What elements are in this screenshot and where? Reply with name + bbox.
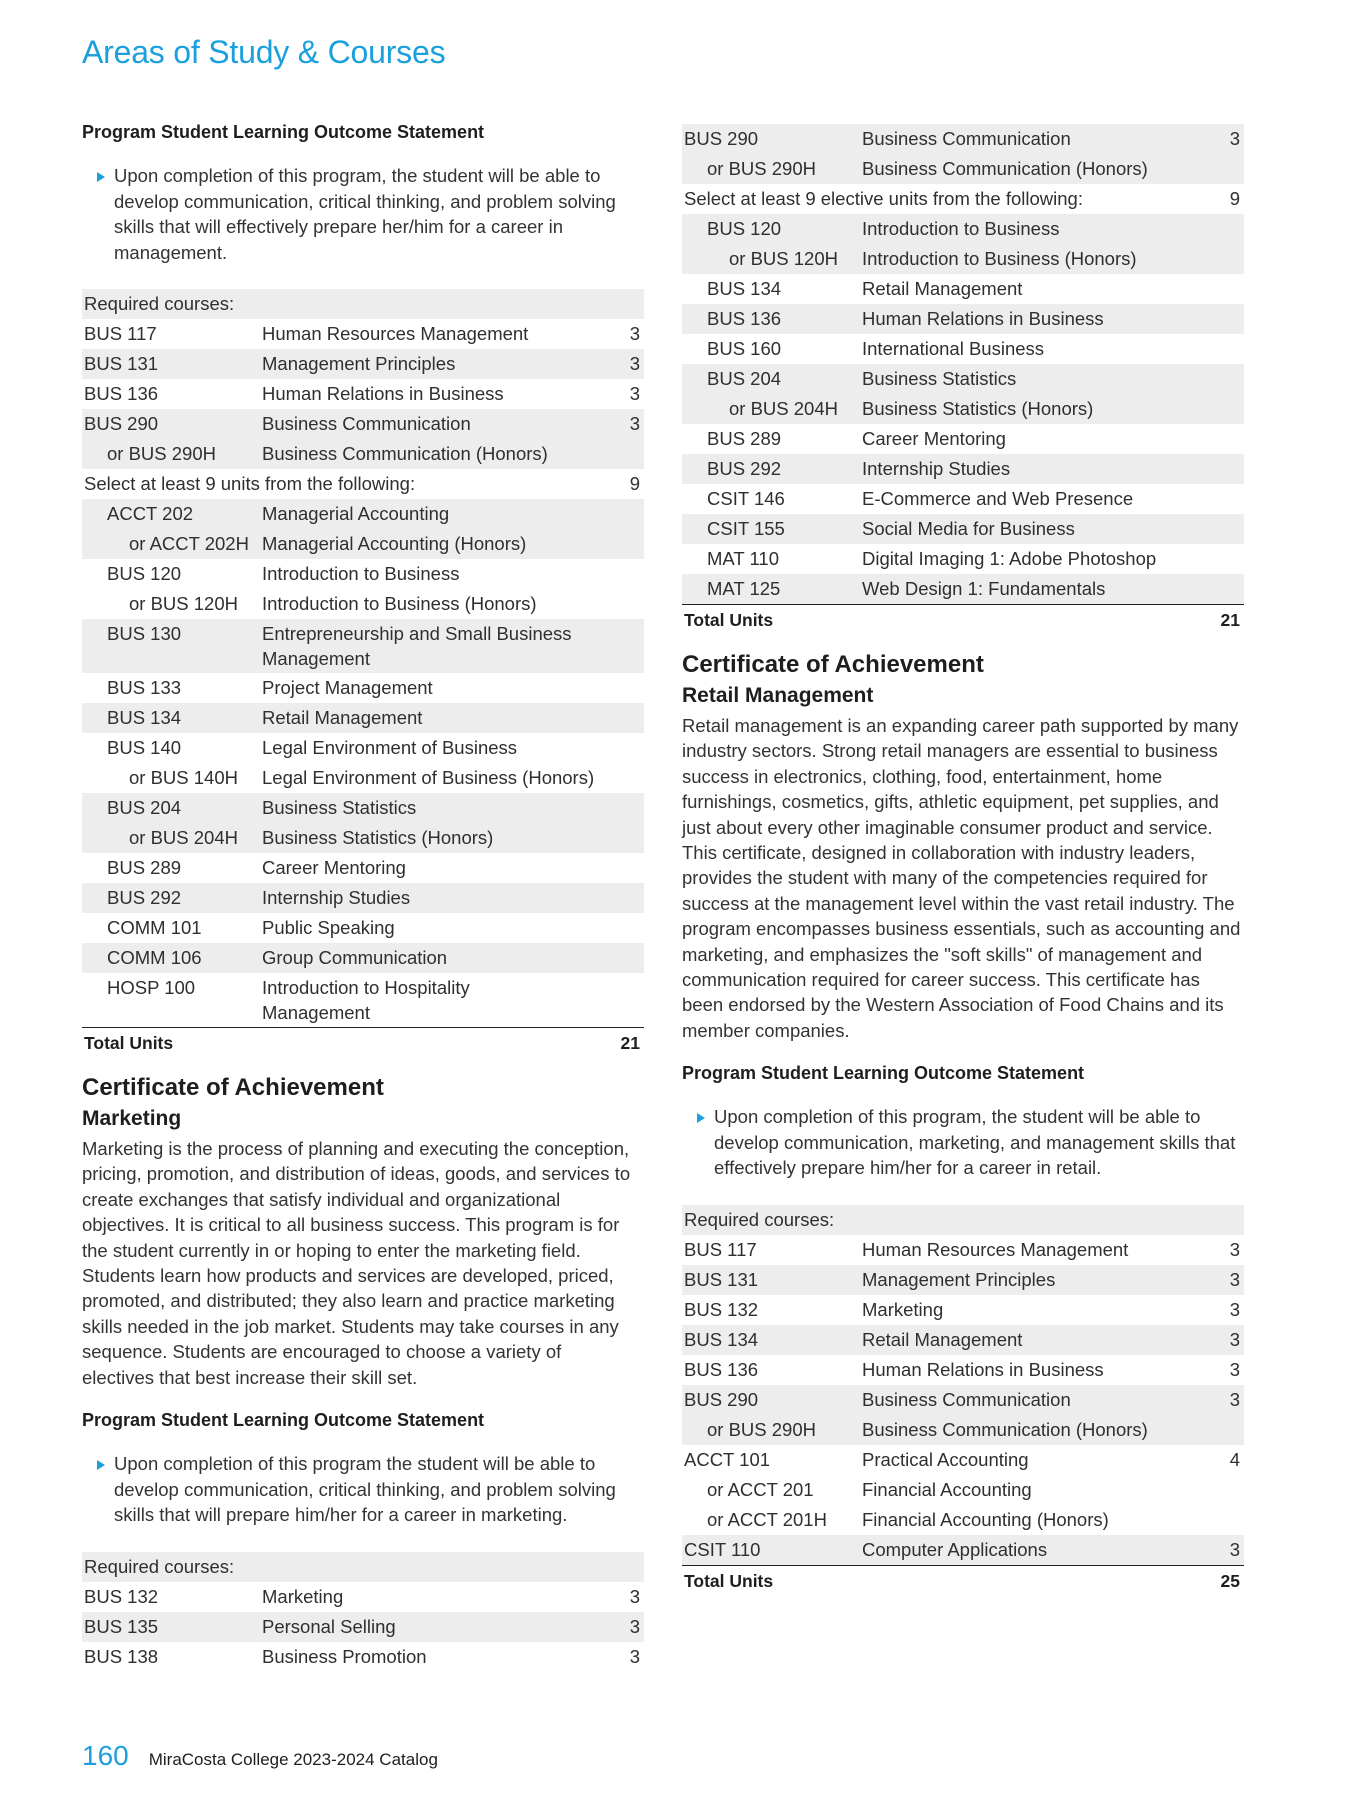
- table-row: [82, 1582, 644, 1612]
- required-label: Required courses:: [682, 1205, 1244, 1235]
- course-title: Managerial Accounting: [260, 499, 614, 529]
- table-row: [682, 1235, 1244, 1265]
- course-units: 3: [614, 1612, 644, 1642]
- table-row: [82, 943, 644, 973]
- table-row: [82, 469, 644, 499]
- course-units: 3: [614, 409, 644, 439]
- table-row: [82, 733, 644, 763]
- course-code: BUS 120: [107, 563, 182, 584]
- table-row: [682, 1445, 1244, 1475]
- cert-name: Marketing: [82, 1107, 182, 1130]
- outcome-heading: Program Student Learning Outcome Statement: [82, 1410, 485, 1431]
- course-title: Internship Studies: [260, 883, 614, 913]
- table-row: [82, 289, 644, 319]
- course-units: 3: [1214, 1265, 1244, 1295]
- course-title: Introduction to Business: [860, 214, 1214, 244]
- course-code: or BUS 204H: [682, 394, 860, 424]
- course-title: Marketing: [862, 1298, 944, 1320]
- course-code: or BUS 204H: [82, 823, 260, 853]
- table-row: [82, 673, 644, 703]
- table-row: [82, 349, 644, 379]
- course-title: Computer Applications: [860, 1535, 1214, 1566]
- course-code: or BUS 120H: [129, 593, 238, 614]
- course-title: Retail Management: [862, 278, 1023, 299]
- marketing-courses-table-continued: [682, 124, 1244, 635]
- course-title: Project Management: [262, 677, 433, 698]
- table-row: [682, 334, 1244, 364]
- course-code: or BUS 140H: [129, 767, 238, 788]
- course-title: Web Design 1: Fundamentals: [860, 574, 1214, 605]
- table-row: [682, 394, 1244, 424]
- table-row: [82, 379, 644, 409]
- course-title: Management Principles: [860, 1265, 1214, 1295]
- course-code: or BUS 290H: [682, 154, 860, 184]
- table-row: [682, 574, 1244, 605]
- select-label: Select at least 9 elective units from the following:: [684, 188, 1083, 209]
- table-row: [682, 1325, 1244, 1355]
- course-title: Social Media for Business: [860, 514, 1214, 544]
- course-code: BUS 292: [682, 454, 860, 484]
- course-code: BUS 117: [684, 1238, 757, 1260]
- management-courses-table: [82, 289, 644, 1058]
- table-row: [682, 544, 1244, 574]
- total-row: [82, 1028, 644, 1059]
- course-units: 3: [1214, 124, 1244, 154]
- course-title: Business Statistics (Honors): [860, 394, 1214, 424]
- course-units: 4: [1229, 1448, 1240, 1470]
- course-title: Introduction to Business (Honors): [262, 593, 537, 614]
- course-code: BUS 138: [84, 1645, 159, 1667]
- course-code: BUS 134: [707, 278, 782, 299]
- course-units: 3: [1214, 1535, 1244, 1566]
- left-column: [82, 122, 644, 1672]
- page-number: 160: [82, 1740, 129, 1771]
- outcome-text: Upon completion of this program, the student will be able to develop communication, marketing, and management skills that effectively prepare him/her for a career in retail.: [714, 1106, 1236, 1179]
- course-title: Financial Accounting (Honors): [862, 1508, 1109, 1530]
- course-title: Personal Selling: [260, 1612, 614, 1642]
- table-row: [82, 1612, 644, 1642]
- course-units: [614, 439, 644, 469]
- table-row: [682, 364, 1244, 394]
- table-row: [82, 499, 644, 529]
- table-row: [682, 1535, 1244, 1566]
- course-code: CSIT 110: [682, 1535, 860, 1566]
- course-units: 3: [629, 1645, 640, 1667]
- table-row: [82, 439, 644, 469]
- course-title: Human Resources Management: [262, 323, 529, 344]
- course-title: Career Mentoring: [862, 428, 1006, 449]
- outcome-text: Upon completion of this program the student will be able to develop communication, critical thinking, and problem solving skills that will prepare him/her for a career in marketing.: [114, 1453, 616, 1526]
- required-label: Required courses:: [82, 289, 644, 319]
- course-title: Business Communication: [860, 1385, 1214, 1415]
- select-units: 9: [1229, 188, 1240, 209]
- table-row: [682, 424, 1244, 454]
- course-title: Management Principles: [260, 349, 614, 379]
- course-title: Digital Imaging 1: Adobe Photoshop: [862, 548, 1157, 569]
- outcome-bullet: [82, 163, 644, 265]
- course-title: Internship Studies: [860, 454, 1214, 484]
- table-row: [82, 319, 644, 349]
- table-row: [682, 184, 1244, 214]
- course-code: BUS 290: [82, 409, 260, 439]
- page-footer: [82, 1740, 438, 1772]
- course-units: 3: [1229, 1358, 1240, 1380]
- course-code: MAT 110: [707, 548, 779, 569]
- course-code: or BUS 290H: [682, 1415, 860, 1445]
- course-units: 3: [614, 349, 644, 379]
- cert-description: Marketing is the process of planning and executing the conception, pricing, promotion, and distribution of ideas, goods, and services to create exchanges that satisfy individual and organizational objectives. It is critical to all business success. This program is for the student currently in or hoping to enter the marketing field. Students learn how products and services are developed, priced, promoted, and distributed; they also learn and practice marketing skills needed in the job market. Students may take courses in any sequence. Students are encouraged to choose a variety of electives that best increase their skill set.: [82, 1138, 631, 1388]
- table-row: [682, 1205, 1244, 1235]
- table-row: [82, 559, 644, 589]
- course-units: 3: [1229, 1238, 1240, 1260]
- course-code: BUS 136: [84, 383, 159, 404]
- table-row: [682, 274, 1244, 304]
- course-title: Business Communication (Honors): [260, 439, 614, 469]
- outcome-heading: Program Student Learning Outcome Statement: [82, 122, 485, 142]
- course-units: 3: [629, 1585, 640, 1607]
- course-title: Legal Environment of Business (Honors): [262, 767, 595, 788]
- table-row: [82, 853, 644, 883]
- table-row: [682, 124, 1244, 154]
- course-title: Business Statistics: [260, 793, 614, 823]
- course-units: 3: [629, 383, 640, 404]
- course-units: 3: [1214, 1385, 1244, 1415]
- course-title: Business Statistics (Honors): [260, 823, 614, 853]
- catalog-name: MiraCosta College 2023-2024 Catalog: [148, 1750, 438, 1769]
- table-row: [682, 154, 1244, 184]
- course-code: or ACCT 201: [707, 1478, 814, 1500]
- course-title: Group Communication: [260, 943, 614, 973]
- course-code: BUS 134: [82, 703, 260, 733]
- course-title: Introduction to Business: [262, 563, 460, 584]
- triangle-bullet-icon: [697, 1113, 705, 1123]
- course-title: Public Speaking: [262, 917, 395, 938]
- table-row: [82, 619, 644, 673]
- course-title: International Business: [862, 338, 1045, 359]
- course-code: BUS 204: [82, 793, 260, 823]
- outcome-bullet: [82, 1451, 644, 1528]
- course-code: BUS 131: [682, 1265, 860, 1295]
- course-title: Financial Accounting: [862, 1478, 1032, 1500]
- course-code: CSIT 146: [707, 488, 785, 509]
- total-units: 21: [614, 1028, 644, 1059]
- course-title: Business Communication: [260, 409, 614, 439]
- table-row: [82, 1642, 644, 1672]
- course-code: BUS 290: [682, 124, 860, 154]
- course-title: E-Commerce and Web Presence: [862, 488, 1134, 509]
- course-title: Introduction to Hospitality Management: [262, 977, 470, 1023]
- total-label: Total Units: [682, 1565, 1214, 1596]
- course-code: BUS 134: [682, 1325, 860, 1355]
- required-label: Required courses:: [82, 1552, 644, 1582]
- table-row: [82, 529, 644, 559]
- table-row: [82, 703, 644, 733]
- triangle-bullet-icon: [97, 172, 105, 182]
- course-code: CSIT 155: [682, 514, 860, 544]
- table-row: [82, 973, 644, 1028]
- course-code: BUS 136: [682, 304, 860, 334]
- table-row: [682, 244, 1244, 274]
- course-code: MAT 125: [682, 574, 860, 605]
- course-code: BUS 135: [82, 1612, 260, 1642]
- table-row: [82, 763, 644, 793]
- course-code: COMM 106: [82, 943, 260, 973]
- course-code: BUS 289: [707, 428, 782, 449]
- outcome-bullet: [682, 1104, 1244, 1181]
- course-title: Business Communication: [860, 124, 1214, 154]
- course-code: BUS 133: [107, 677, 182, 698]
- course-title: Human Relations in Business: [262, 383, 504, 404]
- course-code: BUS 289: [107, 857, 182, 878]
- course-code: BUS 204: [682, 364, 860, 394]
- table-row: [82, 793, 644, 823]
- table-row: [682, 1385, 1244, 1415]
- table-row: [682, 1505, 1244, 1535]
- outcome-text: Upon completion of this program, the student will be able to develop communication, critical thinking, and problem solving skills that will effectively prepare her/him for a career in management.: [114, 165, 616, 263]
- total-label: Total Units: [682, 605, 1214, 636]
- table-row: [682, 454, 1244, 484]
- course-title: Business Communication (Honors): [860, 154, 1214, 184]
- course-title: Business Statistics: [860, 364, 1214, 394]
- total-units: 21: [1214, 605, 1244, 636]
- cert-name: Retail Management: [682, 684, 874, 707]
- course-code: BUS 117: [84, 323, 157, 344]
- course-title: Retail Management: [860, 1325, 1214, 1355]
- total-row: [682, 1565, 1244, 1596]
- course-title: Marketing: [262, 1585, 344, 1607]
- course-code: BUS 132: [84, 1585, 159, 1607]
- course-title: Practical Accounting: [862, 1448, 1029, 1470]
- course-title: Legal Environment of Business: [262, 737, 518, 758]
- course-code: BUS 292: [82, 883, 260, 913]
- total-row: [682, 605, 1244, 636]
- select-label: Select at least 9 units from the following:: [84, 473, 416, 494]
- table-row: [682, 1355, 1244, 1385]
- course-title: Human Resources Management: [862, 1238, 1129, 1260]
- course-code: BUS 120: [682, 214, 860, 244]
- course-units: 3: [1229, 1298, 1240, 1320]
- course-units: 3: [1214, 1325, 1244, 1355]
- course-code: BUS 290: [682, 1385, 860, 1415]
- course-code: BUS 132: [684, 1298, 759, 1320]
- course-code: BUS 136: [684, 1358, 759, 1380]
- outcome-heading: Program Student Learning Outcome Statement: [682, 1063, 1085, 1084]
- course-code: or ACCT 201H: [707, 1508, 827, 1530]
- table-row: [82, 589, 644, 619]
- page-title: Areas of Study & Courses: [82, 34, 446, 70]
- course-code: ACCT 202: [82, 499, 260, 529]
- course-code: or BUS 290H: [82, 439, 260, 469]
- triangle-bullet-icon: [97, 1460, 105, 1470]
- course-units: 3: [629, 323, 640, 344]
- table-row: [682, 1415, 1244, 1445]
- course-title: Entrepreneurship and Small Business Management: [260, 619, 614, 673]
- table-row: [682, 1475, 1244, 1505]
- course-code: HOSP 100: [107, 977, 196, 998]
- table-row: [82, 883, 644, 913]
- table-row: [82, 409, 644, 439]
- table-row: [682, 1295, 1244, 1325]
- course-code: BUS 130: [82, 619, 260, 673]
- retail-courses-table: [682, 1205, 1244, 1596]
- table-row: [82, 913, 644, 943]
- course-title: Career Mentoring: [262, 857, 406, 878]
- total-units: 25: [1214, 1565, 1244, 1596]
- marketing-courses-table: [82, 1552, 644, 1672]
- course-title: Human Relations in Business: [862, 1358, 1104, 1380]
- table-row: [82, 823, 644, 853]
- course-title: Business Communication (Honors): [860, 1415, 1214, 1445]
- table-row: [682, 214, 1244, 244]
- course-title: Human Relations in Business: [860, 304, 1214, 334]
- course-code: or BUS 120H: [682, 244, 860, 274]
- course-code: COMM 101: [107, 917, 202, 938]
- select-units: 9: [629, 473, 640, 494]
- course-code: BUS 131: [82, 349, 260, 379]
- course-code: ACCT 101: [684, 1448, 771, 1470]
- course-title: Business Promotion: [262, 1645, 427, 1667]
- table-row: [682, 514, 1244, 544]
- course-code: BUS 160: [707, 338, 782, 359]
- cert-heading: Certificate of Achievement: [682, 651, 984, 678]
- course-title: Introduction to Business (Honors): [860, 244, 1214, 274]
- course-title: Retail Management: [260, 703, 614, 733]
- cert-description: Retail management is an expanding career path supported by many industry sectors. Strong retail managers are essential to business success in electronics, clothing, food, entertainment, home furnishings, cosmetics, gifts, athletic equipment, pet supplies, and just about every other imaginable consumer product and service. This certificate, designed in collaboration with industry leaders, provides the student with many of the competencies required for success at the management level within the vast retail industry. The program encompasses business essentials, such as accounting and marketing, and emphasizes the "soft skills" of management and communication required for career success. This certificate has been endorsed by the Western Association of Food Chains and its member companies.: [682, 715, 1241, 1041]
- right-column: [682, 124, 1244, 1596]
- table-row: [682, 304, 1244, 334]
- total-label: Total Units: [82, 1028, 614, 1059]
- table-row: [682, 484, 1244, 514]
- course-title: Managerial Accounting (Honors): [260, 529, 614, 559]
- course-code: or ACCT 202H: [82, 529, 260, 559]
- course-code: BUS 140: [107, 737, 182, 758]
- cert-heading: Certificate of Achievement: [82, 1074, 384, 1101]
- table-row: [682, 1265, 1244, 1295]
- table-row: [82, 1552, 644, 1582]
